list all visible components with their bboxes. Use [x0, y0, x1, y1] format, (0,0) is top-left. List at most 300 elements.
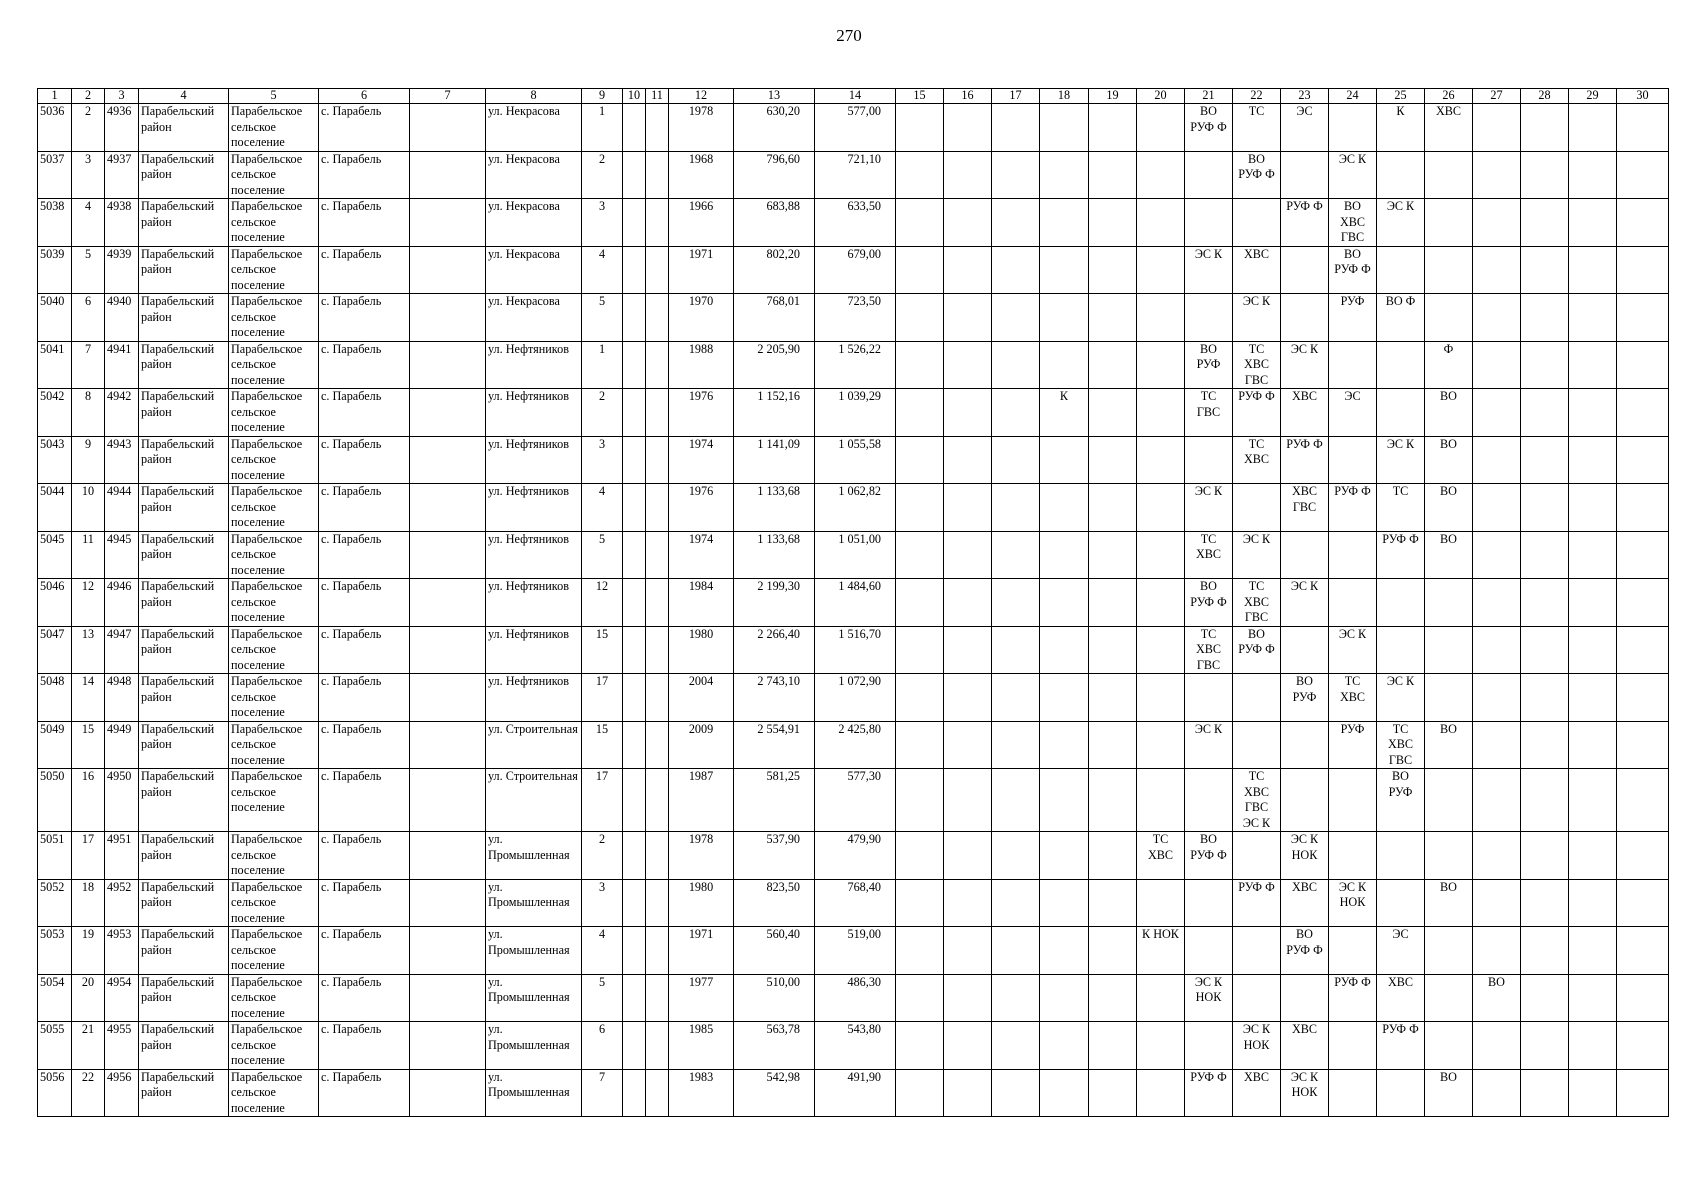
cell-col-27: ВО	[1473, 974, 1521, 1022]
cell-col-21: ВО РУФ Ф	[1185, 104, 1233, 152]
empty-cell	[410, 579, 486, 627]
cell-col-14: 1 484,60	[815, 579, 896, 627]
empty-cell	[646, 199, 669, 247]
empty-cell	[896, 484, 944, 532]
empty-cell	[410, 436, 486, 484]
cell-col-1: 5046	[38, 579, 72, 627]
cell-col-13: 2 743,10	[734, 674, 815, 722]
cell-col-2: 20	[72, 974, 105, 1022]
cell-col-8: ул. Промышленная	[486, 1022, 582, 1070]
empty-cell	[1377, 1069, 1425, 1117]
cell-col-1: 5041	[38, 341, 72, 389]
empty-cell	[646, 769, 669, 832]
cell-col-4: Парабельский район	[139, 294, 229, 342]
cell-col-14: 723,50	[815, 294, 896, 342]
cell-col-5: Парабельское сельское поселение	[229, 769, 319, 832]
empty-cell	[1040, 832, 1089, 880]
cell-col-1: 5038	[38, 199, 72, 247]
cell-col-25: РУФ Ф	[1377, 531, 1425, 579]
cell-col-5: Парабельское сельское поселение	[229, 389, 319, 437]
cell-col-24: ЭС К НОК	[1329, 879, 1377, 927]
empty-cell	[410, 484, 486, 532]
table-row	[38, 1022, 1669, 1070]
empty-cell	[1617, 927, 1669, 975]
empty-cell	[896, 104, 944, 152]
empty-cell	[1569, 484, 1617, 532]
empty-cell	[1569, 832, 1617, 880]
column-header-9: 9	[582, 89, 623, 104]
cell-col-13: 537,90	[734, 832, 815, 880]
empty-cell	[1137, 484, 1185, 532]
cell-col-2: 12	[72, 579, 105, 627]
empty-cell	[646, 341, 669, 389]
cell-col-3: 4941	[105, 341, 139, 389]
cell-col-14: 1 072,90	[815, 674, 896, 722]
cell-col-8: ул. Промышленная	[486, 879, 582, 927]
cell-col-8: ул. Промышленная	[486, 1069, 582, 1117]
cell-col-2: 2	[72, 104, 105, 152]
cell-col-9: 5	[582, 974, 623, 1022]
cell-col-5: Парабельское сельское поселение	[229, 674, 319, 722]
empty-cell	[1425, 626, 1473, 674]
cell-col-8: ул. Нефтяников	[486, 389, 582, 437]
empty-cell	[896, 436, 944, 484]
cell-col-14: 1 039,29	[815, 389, 896, 437]
empty-cell	[1521, 832, 1569, 880]
cell-col-4: Парабельский район	[139, 199, 229, 247]
cell-col-21: ЭС К	[1185, 246, 1233, 294]
empty-cell	[1617, 1022, 1669, 1070]
empty-cell	[1137, 294, 1185, 342]
empty-cell	[896, 246, 944, 294]
empty-cell	[1281, 531, 1329, 579]
cell-col-4: Парабельский район	[139, 721, 229, 769]
cell-col-6: с. Парабель	[319, 436, 410, 484]
empty-cell	[1233, 484, 1281, 532]
empty-cell	[1425, 246, 1473, 294]
cell-col-22: ВО РУФ Ф	[1233, 151, 1281, 199]
empty-cell	[896, 1069, 944, 1117]
cell-col-12: 2004	[669, 674, 734, 722]
empty-cell	[646, 974, 669, 1022]
cell-col-1: 5053	[38, 927, 72, 975]
empty-cell	[410, 769, 486, 832]
empty-cell	[623, 1069, 646, 1117]
cell-col-5: Парабельское сельское поселение	[229, 626, 319, 674]
cell-col-9: 12	[582, 579, 623, 627]
cell-col-2: 19	[72, 927, 105, 975]
empty-cell	[1569, 879, 1617, 927]
empty-cell	[1329, 341, 1377, 389]
column-header-20: 20	[1137, 89, 1185, 104]
empty-cell	[992, 436, 1040, 484]
empty-cell	[410, 294, 486, 342]
empty-cell	[1329, 832, 1377, 880]
cell-col-21: ВО РУФ Ф	[1185, 832, 1233, 880]
table-row	[38, 626, 1669, 674]
empty-cell	[1569, 1022, 1617, 1070]
cell-col-21: ТС ХВС	[1185, 531, 1233, 579]
empty-cell	[410, 199, 486, 247]
cell-col-3: 4952	[105, 879, 139, 927]
empty-cell	[410, 1022, 486, 1070]
empty-cell	[1137, 151, 1185, 199]
empty-cell	[410, 832, 486, 880]
empty-cell	[1233, 974, 1281, 1022]
empty-cell	[410, 1069, 486, 1117]
empty-cell	[1569, 246, 1617, 294]
empty-cell	[623, 294, 646, 342]
empty-cell	[1040, 436, 1089, 484]
table-row	[38, 151, 1669, 199]
empty-cell	[1617, 579, 1669, 627]
column-header-2: 2	[72, 89, 105, 104]
empty-cell	[1040, 626, 1089, 674]
cell-col-22: ТС ХВС ГВС ЭС К	[1233, 769, 1281, 832]
empty-cell	[1425, 1022, 1473, 1070]
empty-cell	[944, 974, 992, 1022]
empty-cell	[1473, 832, 1521, 880]
empty-cell	[1521, 531, 1569, 579]
cell-col-13: 823,50	[734, 879, 815, 927]
empty-cell	[944, 579, 992, 627]
cell-col-4: Парабельский район	[139, 484, 229, 532]
empty-cell	[646, 104, 669, 152]
cell-col-25: ЭС К	[1377, 674, 1425, 722]
cell-col-12: 1966	[669, 199, 734, 247]
empty-cell	[1233, 199, 1281, 247]
cell-col-9: 3	[582, 199, 623, 247]
empty-cell	[1617, 389, 1669, 437]
empty-cell	[1521, 436, 1569, 484]
table-row	[38, 721, 1669, 769]
column-header-28: 28	[1521, 89, 1569, 104]
cell-col-23: ЭС К	[1281, 341, 1329, 389]
cell-col-6: с. Парабель	[319, 294, 410, 342]
cell-col-23: РУФ Ф	[1281, 436, 1329, 484]
empty-cell	[646, 294, 669, 342]
column-header-8: 8	[486, 89, 582, 104]
cell-col-8: ул. Промышленная	[486, 974, 582, 1022]
cell-col-2: 21	[72, 1022, 105, 1070]
cell-col-4: Парабельский район	[139, 1022, 229, 1070]
cell-col-2: 10	[72, 484, 105, 532]
cell-col-5: Парабельское сельское поселение	[229, 1069, 319, 1117]
empty-cell	[1617, 199, 1669, 247]
column-header-27: 27	[1473, 89, 1521, 104]
cell-col-5: Парабельское сельское поселение	[229, 531, 319, 579]
empty-cell	[1137, 579, 1185, 627]
cell-col-24: ЭС	[1329, 389, 1377, 437]
empty-cell	[944, 246, 992, 294]
cell-col-8: ул. Нефтяников	[486, 484, 582, 532]
empty-cell	[896, 579, 944, 627]
cell-col-8: ул. Строительная	[486, 769, 582, 832]
table-row	[38, 1069, 1669, 1117]
cell-col-8: ул. Некрасова	[486, 199, 582, 247]
empty-cell	[1569, 674, 1617, 722]
cell-col-6: с. Парабель	[319, 1069, 410, 1117]
cell-col-24: РУФ	[1329, 294, 1377, 342]
empty-cell	[1569, 579, 1617, 627]
cell-col-1: 5049	[38, 721, 72, 769]
empty-cell	[1040, 769, 1089, 832]
cell-col-21: ЭС К НОК	[1185, 974, 1233, 1022]
cell-col-3: 4936	[105, 104, 139, 152]
cell-col-2: 13	[72, 626, 105, 674]
cell-col-1: 5045	[38, 531, 72, 579]
empty-cell	[1569, 389, 1617, 437]
empty-cell	[410, 104, 486, 152]
cell-col-3: 4937	[105, 151, 139, 199]
empty-cell	[1617, 1069, 1669, 1117]
empty-cell	[1521, 246, 1569, 294]
empty-cell	[944, 1022, 992, 1070]
empty-cell	[410, 531, 486, 579]
empty-cell	[1569, 1069, 1617, 1117]
cell-col-4: Парабельский район	[139, 626, 229, 674]
cell-col-1: 5036	[38, 104, 72, 152]
cell-col-8: ул. Строительная	[486, 721, 582, 769]
cell-col-12: 1978	[669, 832, 734, 880]
empty-cell	[1281, 151, 1329, 199]
column-header-21: 21	[1185, 89, 1233, 104]
empty-cell	[992, 1022, 1040, 1070]
cell-col-25: ХВС	[1377, 974, 1425, 1022]
empty-cell	[944, 484, 992, 532]
cell-col-4: Парабельский район	[139, 879, 229, 927]
cell-col-12: 1987	[669, 769, 734, 832]
empty-cell	[1089, 436, 1137, 484]
cell-col-12: 1970	[669, 294, 734, 342]
cell-col-8: ул. Промышленная	[486, 927, 582, 975]
empty-cell	[1473, 151, 1521, 199]
cell-col-9: 2	[582, 832, 623, 880]
cell-col-12: 1968	[669, 151, 734, 199]
cell-col-14: 486,30	[815, 974, 896, 1022]
empty-cell	[1521, 674, 1569, 722]
empty-cell	[623, 927, 646, 975]
empty-cell	[944, 389, 992, 437]
cell-col-3: 4944	[105, 484, 139, 532]
column-header-5: 5	[229, 89, 319, 104]
empty-cell	[410, 389, 486, 437]
cell-col-5: Парабельское сельское поселение	[229, 879, 319, 927]
cell-col-26: ВО	[1425, 721, 1473, 769]
empty-cell	[623, 151, 646, 199]
empty-cell	[1329, 927, 1377, 975]
cell-col-21: РУФ Ф	[1185, 1069, 1233, 1117]
cell-col-13: 563,78	[734, 1022, 815, 1070]
empty-cell	[1040, 151, 1089, 199]
cell-col-1: 5043	[38, 436, 72, 484]
cell-col-5: Парабельское сельское поселение	[229, 927, 319, 975]
empty-cell	[1569, 721, 1617, 769]
cell-col-22: ХВС	[1233, 246, 1281, 294]
cell-col-4: Парабельский район	[139, 927, 229, 975]
cell-col-2: 16	[72, 769, 105, 832]
column-header-17: 17	[992, 89, 1040, 104]
cell-col-3: 4939	[105, 246, 139, 294]
cell-col-8: ул. Нефтяников	[486, 579, 582, 627]
cell-col-5: Парабельское сельское поселение	[229, 246, 319, 294]
empty-cell	[623, 246, 646, 294]
cell-col-14: 1 051,00	[815, 531, 896, 579]
empty-cell	[1281, 974, 1329, 1022]
cell-col-4: Парабельский район	[139, 389, 229, 437]
cell-col-4: Парабельский район	[139, 341, 229, 389]
empty-cell	[1089, 769, 1137, 832]
cell-col-4: Парабельский район	[139, 246, 229, 294]
cell-col-22: ХВС	[1233, 1069, 1281, 1117]
empty-cell	[623, 1022, 646, 1070]
cell-col-22: РУФ Ф	[1233, 879, 1281, 927]
cell-col-12: 1976	[669, 484, 734, 532]
empty-cell	[896, 1022, 944, 1070]
cell-col-21: ВО РУФ	[1185, 341, 1233, 389]
empty-cell	[896, 974, 944, 1022]
empty-cell	[1617, 769, 1669, 832]
cell-col-2: 6	[72, 294, 105, 342]
empty-cell	[1617, 484, 1669, 532]
empty-cell	[1425, 579, 1473, 627]
empty-cell	[1569, 436, 1617, 484]
empty-cell	[896, 927, 944, 975]
cell-col-6: с. Парабель	[319, 484, 410, 532]
empty-cell	[646, 389, 669, 437]
cell-col-4: Парабельский район	[139, 674, 229, 722]
cell-col-24: РУФ Ф	[1329, 974, 1377, 1022]
column-header-1: 1	[38, 89, 72, 104]
empty-cell	[1521, 879, 1569, 927]
empty-cell	[623, 484, 646, 532]
empty-cell	[1089, 531, 1137, 579]
cell-col-24: ВО РУФ Ф	[1329, 246, 1377, 294]
cell-col-14: 1 516,70	[815, 626, 896, 674]
column-header-19: 19	[1089, 89, 1137, 104]
empty-cell	[1473, 199, 1521, 247]
empty-cell	[1617, 879, 1669, 927]
cell-col-13: 1 133,68	[734, 531, 815, 579]
empty-cell	[623, 879, 646, 927]
empty-cell	[896, 294, 944, 342]
empty-cell	[1089, 199, 1137, 247]
cell-col-2: 3	[72, 151, 105, 199]
cell-col-2: 17	[72, 832, 105, 880]
empty-cell	[1425, 832, 1473, 880]
cell-col-1: 5042	[38, 389, 72, 437]
cell-col-12: 1988	[669, 341, 734, 389]
empty-cell	[1473, 531, 1521, 579]
cell-col-6: с. Парабель	[319, 674, 410, 722]
empty-cell	[1521, 104, 1569, 152]
cell-col-6: с. Парабель	[319, 626, 410, 674]
cell-col-22: ВО РУФ Ф	[1233, 626, 1281, 674]
empty-cell	[1233, 721, 1281, 769]
cell-col-23: ЭС К НОК	[1281, 832, 1329, 880]
empty-cell	[1617, 341, 1669, 389]
empty-cell	[1040, 484, 1089, 532]
cell-col-6: с. Парабель	[319, 721, 410, 769]
cell-col-5: Парабельское сельское поселение	[229, 436, 319, 484]
empty-cell	[623, 769, 646, 832]
cell-col-24: ЭС К	[1329, 151, 1377, 199]
cell-col-8: ул. Нефтяников	[486, 531, 582, 579]
cell-col-12: 1971	[669, 927, 734, 975]
empty-cell	[1040, 674, 1089, 722]
cell-col-13: 2 199,30	[734, 579, 815, 627]
cell-col-13: 2 554,91	[734, 721, 815, 769]
empty-cell	[1377, 832, 1425, 880]
cell-col-4: Парабельский район	[139, 104, 229, 152]
empty-cell	[410, 246, 486, 294]
empty-cell	[1040, 974, 1089, 1022]
empty-cell	[410, 927, 486, 975]
cell-col-13: 630,20	[734, 104, 815, 152]
cell-col-2: 8	[72, 389, 105, 437]
empty-cell	[992, 674, 1040, 722]
cell-col-8: ул. Нефтяников	[486, 626, 582, 674]
cell-col-9: 4	[582, 927, 623, 975]
cell-col-6: с. Парабель	[319, 531, 410, 579]
empty-cell	[1233, 927, 1281, 975]
empty-cell	[896, 389, 944, 437]
cell-col-1: 5051	[38, 832, 72, 880]
cell-col-24: ВО ХВС ГВС	[1329, 199, 1377, 247]
empty-cell	[896, 341, 944, 389]
empty-cell	[1473, 484, 1521, 532]
empty-cell	[1329, 104, 1377, 152]
empty-cell	[623, 199, 646, 247]
empty-cell	[1569, 927, 1617, 975]
cell-col-1: 5056	[38, 1069, 72, 1117]
empty-cell	[646, 721, 669, 769]
cell-col-23: РУФ Ф	[1281, 199, 1329, 247]
cell-col-4: Парабельский район	[139, 974, 229, 1022]
cell-col-24: ЭС К	[1329, 626, 1377, 674]
cell-col-13: 510,00	[734, 974, 815, 1022]
cell-col-3: 4947	[105, 626, 139, 674]
empty-cell	[1137, 246, 1185, 294]
cell-col-24: РУФ	[1329, 721, 1377, 769]
empty-cell	[1617, 531, 1669, 579]
empty-cell	[1233, 832, 1281, 880]
empty-cell	[1473, 721, 1521, 769]
empty-cell	[623, 389, 646, 437]
cell-col-9: 1	[582, 341, 623, 389]
cell-col-12: 1978	[669, 104, 734, 152]
empty-cell	[992, 927, 1040, 975]
empty-cell	[646, 1022, 669, 1070]
cell-col-13: 581,25	[734, 769, 815, 832]
column-header-30: 30	[1617, 89, 1669, 104]
cell-col-23: ХВС	[1281, 879, 1329, 927]
empty-cell	[1569, 769, 1617, 832]
empty-cell	[1329, 1069, 1377, 1117]
empty-cell	[944, 1069, 992, 1117]
cell-col-3: 4948	[105, 674, 139, 722]
column-header-18: 18	[1040, 89, 1089, 104]
cell-col-1: 5054	[38, 974, 72, 1022]
empty-cell	[1040, 246, 1089, 294]
empty-cell	[623, 531, 646, 579]
empty-cell	[1521, 151, 1569, 199]
cell-col-4: Парабельский район	[139, 531, 229, 579]
empty-cell	[1040, 199, 1089, 247]
cell-col-6: с. Парабель	[319, 769, 410, 832]
table-row	[38, 389, 1669, 437]
column-header-3: 3	[105, 89, 139, 104]
